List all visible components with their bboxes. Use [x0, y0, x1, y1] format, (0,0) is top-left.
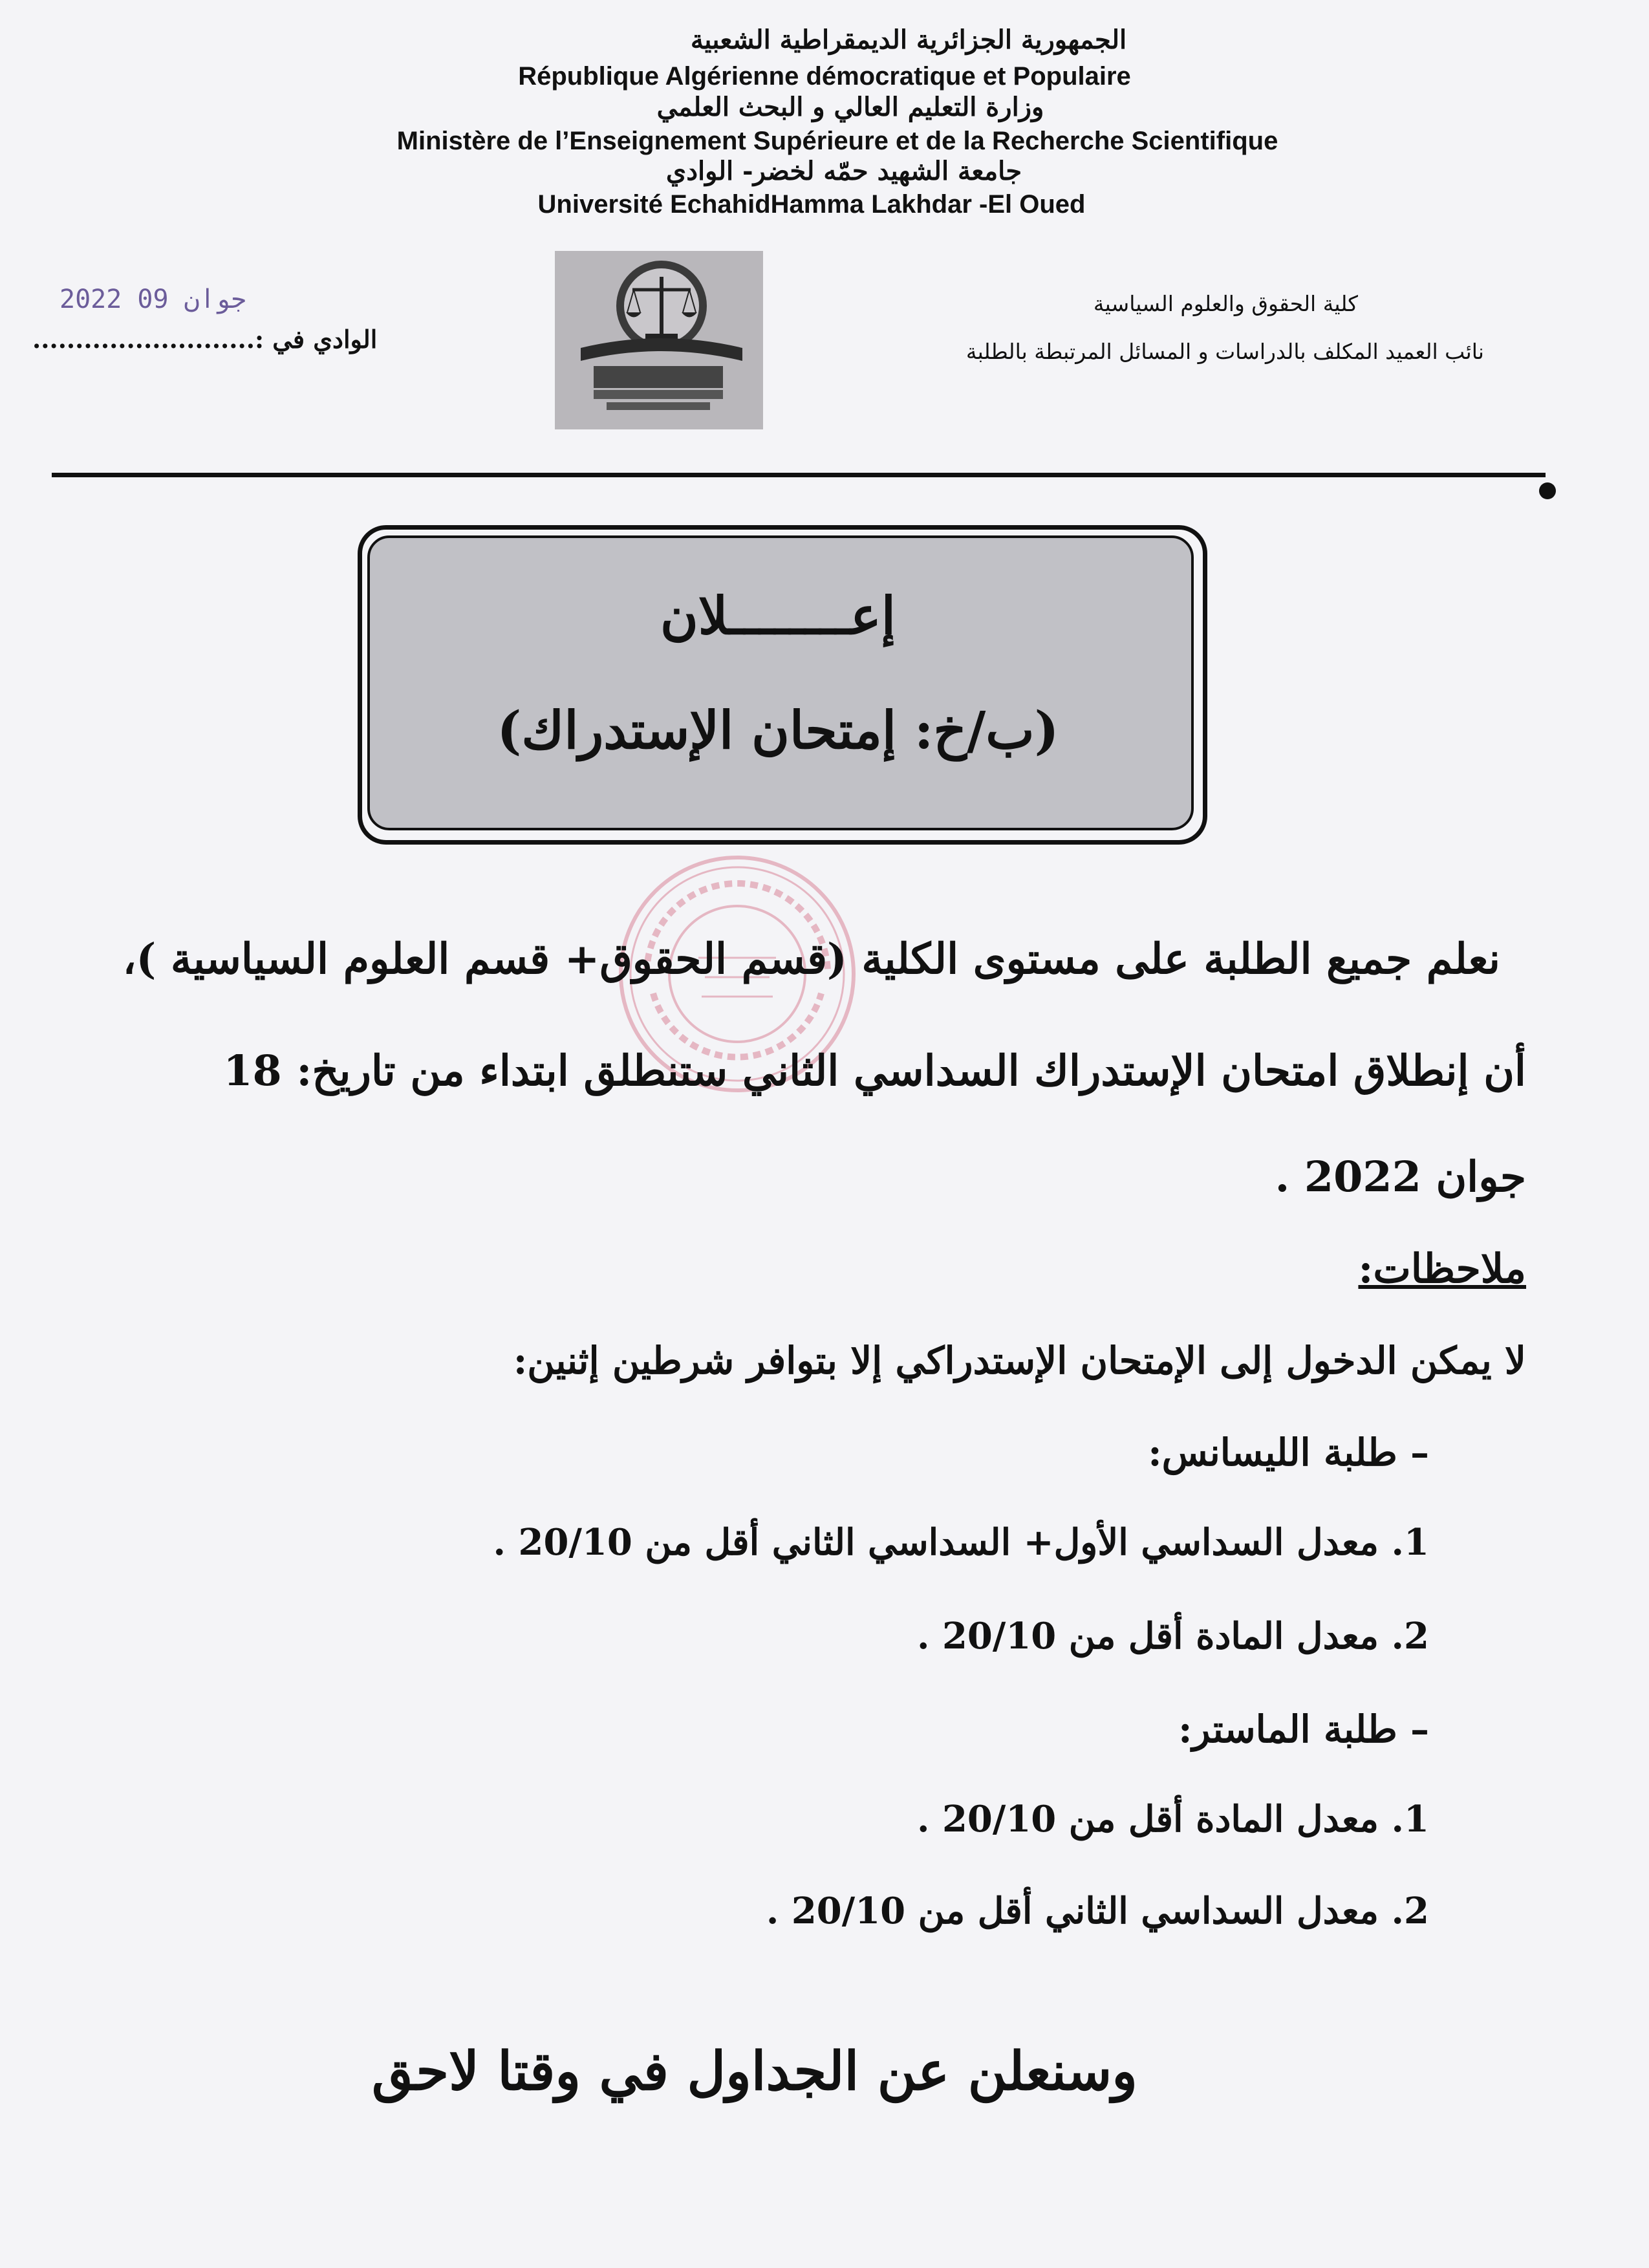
header-university-fr: Université EchahidHamma Lakhdar -El Oued	[537, 190, 1086, 219]
body-line-3: جوان 2022 .	[1275, 1152, 1526, 1202]
header-country-fr: République Algérienne démocratique et Populaire	[518, 62, 1131, 91]
scales-of-justice-icon	[555, 251, 763, 429]
header-country-ar: الجمهورية الجزائرية الديمقراطية الشعبية	[690, 25, 1127, 55]
header-ministry-fr: Ministère de l’Enseignement Supérieure et de la Recherche Scientifique	[396, 127, 1278, 155]
notes-intro: لا يمكن الدخول إلى الإمتحان الإستدراكي إلا بتوافر شرطين إثنين:	[513, 1339, 1526, 1383]
body-line-1: نعلم جميع الطلبة على مستوى الكلية (قسم الحقوق+ قسم العلوم السياسية )،	[122, 934, 1500, 984]
divider-end-dot	[1539, 482, 1556, 499]
header-divider	[52, 473, 1546, 477]
master-label: – طلبة الماستر:	[1178, 1707, 1429, 1751]
announcement-subtitle: (ب/خ: إمتحان الإستدراك)	[497, 700, 1059, 761]
faculty-name: كلية الحقوق والعلوم السياسية	[1093, 291, 1358, 316]
header-ministry-ar: وزارة التعليم العالي و البحث العلمي	[656, 92, 1044, 122]
master-item: 2. معدل السداسي الثاني أقل من 20/10 .	[766, 1890, 1429, 1932]
licence-item: 2. معدل المادة أقل من 20/10 .	[916, 1615, 1429, 1658]
closing-line: وسنعلن عن الجداول في وقتا لاحق	[372, 2040, 1137, 2102]
faculty-logo	[555, 251, 763, 429]
place-date-line: الوادي في :..........................	[32, 325, 378, 354]
header-university-ar: جامعة الشهيد حمّه لخضر- الوادي	[665, 156, 1022, 186]
master-item: 1. معدل المادة أقل من 20/10 .	[916, 1798, 1429, 1841]
announcement-box	[367, 535, 1194, 830]
vice-dean-office: نائب العميد المكلف بالدراسات و المسائل المرتبطة بالطلبة	[965, 339, 1484, 364]
licence-item: 1. معدل السداسي الأول+ السداسي الثاني أقل من 20/10 .	[493, 1521, 1429, 1564]
date-stamp: 2022 جوان 09	[59, 285, 247, 314]
announcement-title: إعــــــــلان	[660, 585, 896, 646]
licence-label: – طلبة الليسانس:	[1148, 1431, 1429, 1474]
body-line-2: أن إنطلاق امتحان الإستدراك السداسي الثاني ستنطلق ابتداء من تاريخ: 18	[223, 1046, 1526, 1096]
notes-heading: ملاحظات:	[1358, 1245, 1526, 1292]
